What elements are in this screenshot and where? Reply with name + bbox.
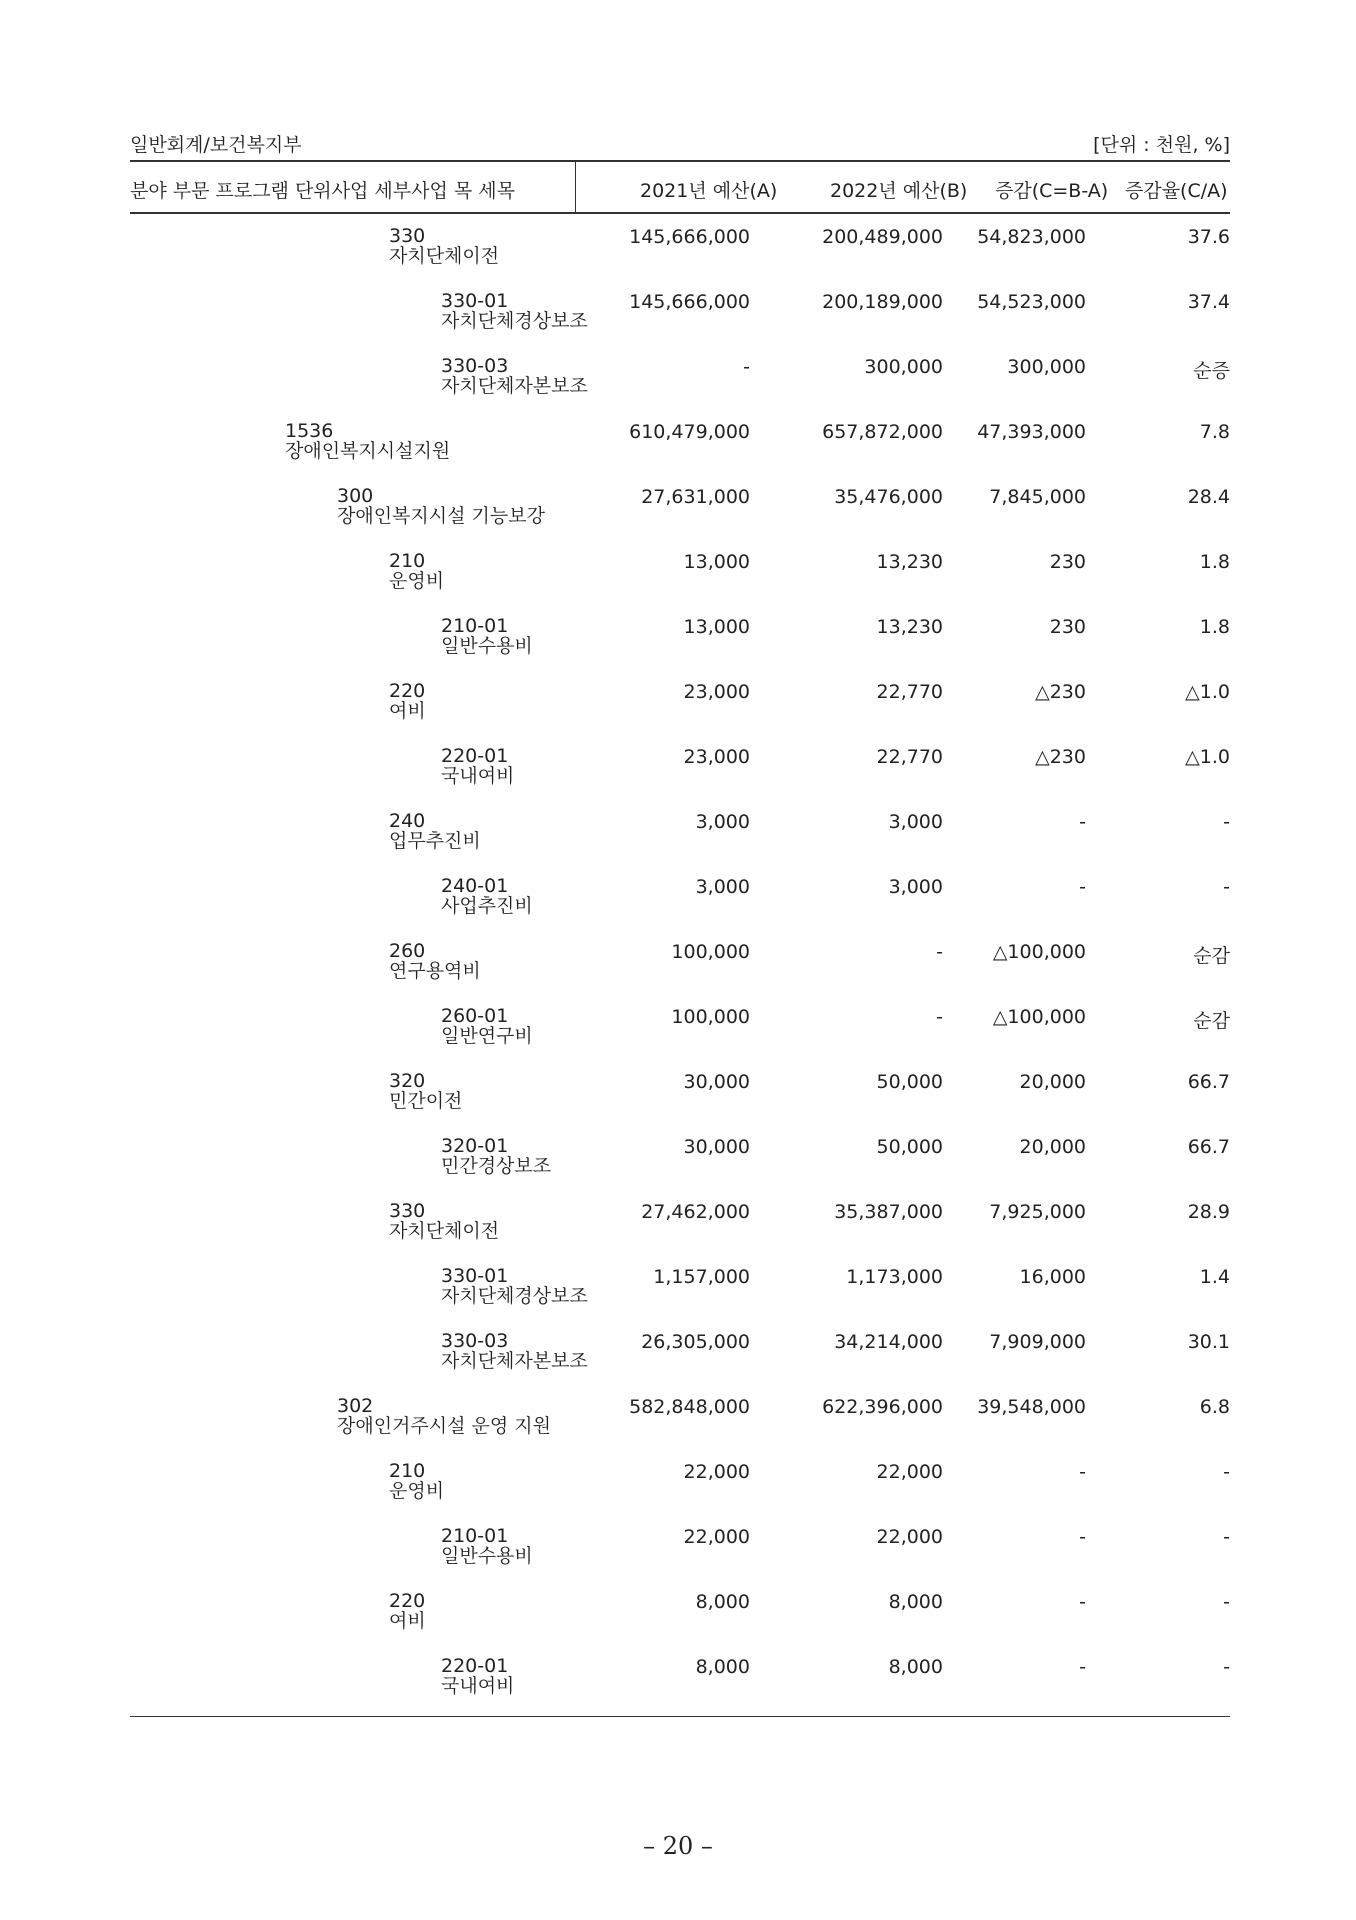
row-label <box>441 616 533 656</box>
header-2021-budget: 2021년 예산(A) <box>640 180 778 202</box>
row-label <box>389 1071 462 1111</box>
row-code: 330-01 <box>441 290 509 312</box>
row-name: 장애인복지시설지원 <box>285 440 451 462</box>
value-rate: 순증 <box>1193 360 1230 382</box>
table-header <box>130 162 1230 212</box>
value-2022: 8,000 <box>888 1656 943 1678</box>
row-label <box>389 1461 444 1501</box>
row-code: 240 <box>389 810 426 832</box>
table-row <box>130 480 1230 545</box>
value-rate: 1.4 <box>1199 1266 1230 1288</box>
row-label <box>389 1201 499 1241</box>
row-code: 320-01 <box>441 1135 509 1157</box>
row-label <box>389 811 481 851</box>
value-rate: - <box>1223 1461 1230 1483</box>
table-row <box>130 1065 1230 1130</box>
value-2022: 22,770 <box>876 746 943 768</box>
row-name: 자치단체이전 <box>389 245 500 267</box>
row-name: 일반수용비 <box>441 1545 533 1567</box>
value-2022: 622,396,000 <box>822 1396 943 1418</box>
value-change: △230 <box>1035 746 1086 768</box>
value-2021: 13,000 <box>683 616 750 638</box>
row-name: 자치단체이전 <box>389 1220 500 1242</box>
value-2022: 35,476,000 <box>834 486 943 508</box>
table-row <box>130 675 1230 740</box>
row-name: 사업추진비 <box>441 895 533 917</box>
row-name: 여비 <box>389 700 426 722</box>
unit-label: [단위 : 천원, %] <box>1093 134 1230 156</box>
row-code: 260 <box>389 940 426 962</box>
row-code: 260-01 <box>441 1005 509 1027</box>
value-change: - <box>1079 1526 1086 1548</box>
value-change: 7,845,000 <box>989 486 1086 508</box>
row-code: 330-03 <box>441 355 509 377</box>
value-rate: 66.7 <box>1187 1071 1230 1093</box>
row-code: 220-01 <box>441 1655 509 1677</box>
value-2022: 50,000 <box>876 1071 943 1093</box>
row-code: 302 <box>337 1395 374 1417</box>
value-2022: 22,000 <box>876 1461 943 1483</box>
table-row <box>130 1000 1230 1065</box>
row-name: 일반연구비 <box>441 1025 533 1047</box>
row-name: 자치단체자본보조 <box>441 1350 588 1372</box>
row-code: 240-01 <box>441 875 509 897</box>
value-change: 54,523,000 <box>977 291 1086 313</box>
value-rate: 7.8 <box>1199 421 1230 443</box>
value-2022: 34,214,000 <box>834 1331 943 1353</box>
value-2022: 657,872,000 <box>822 421 943 443</box>
value-2022: 50,000 <box>876 1136 943 1158</box>
row-name: 운영비 <box>389 1480 445 1502</box>
value-2021: 8,000 <box>695 1656 750 1678</box>
value-2022: - <box>936 1006 943 1028</box>
header-change: 증감(C=B-A) <box>995 180 1109 202</box>
value-change: 47,393,000 <box>977 421 1086 443</box>
value-rate: - <box>1223 1656 1230 1678</box>
value-2021: 30,000 <box>683 1136 750 1158</box>
value-change: 300,000 <box>1007 356 1086 378</box>
row-label <box>441 1656 514 1696</box>
value-change: 20,000 <box>1019 1136 1086 1158</box>
value-2021: 8,000 <box>695 1591 750 1613</box>
budget-table-body <box>130 220 1230 1715</box>
table-row <box>130 1325 1230 1390</box>
value-change: △100,000 <box>992 941 1086 963</box>
value-rate: 6.8 <box>1199 1396 1230 1418</box>
value-2021: 26,305,000 <box>641 1331 750 1353</box>
row-name: 업무추진비 <box>389 830 481 852</box>
row-code: 210 <box>389 1460 426 1482</box>
row-code: 330 <box>389 1200 426 1222</box>
value-2021: 3,000 <box>695 811 750 833</box>
row-name: 자치단체경상보조 <box>441 1285 588 1307</box>
table-row <box>130 350 1230 415</box>
row-code: 1536 <box>285 420 334 442</box>
value-2022: 3,000 <box>888 811 943 833</box>
value-rate: 순감 <box>1193 1010 1230 1032</box>
value-2021: 22,000 <box>683 1461 750 1483</box>
value-2021: 582,848,000 <box>629 1396 750 1418</box>
value-rate: 37.4 <box>1187 291 1230 313</box>
value-change: 7,909,000 <box>989 1331 1086 1353</box>
row-label <box>337 486 545 526</box>
value-2022: 8,000 <box>888 1591 943 1613</box>
value-rate: 28.9 <box>1187 1201 1230 1223</box>
value-2021: 27,631,000 <box>641 486 750 508</box>
account-label: 일반회계/보건복지부 <box>130 134 302 156</box>
value-2021: 22,000 <box>683 1526 750 1548</box>
table-row <box>130 1195 1230 1260</box>
value-change: △230 <box>1035 681 1086 703</box>
row-label <box>441 746 514 786</box>
row-label <box>441 1526 533 1566</box>
value-rate: 37.6 <box>1187 226 1230 248</box>
row-code: 220 <box>389 1590 426 1612</box>
header-change-rate: 증감율(C/A) <box>1125 180 1228 202</box>
table-row <box>130 1455 1230 1520</box>
value-change: - <box>1079 876 1086 898</box>
row-code: 300 <box>337 485 374 507</box>
table-row <box>130 415 1230 480</box>
row-name: 여비 <box>389 1610 426 1632</box>
row-name: 연구용역비 <box>389 960 481 982</box>
row-label <box>441 1331 588 1371</box>
row-label <box>389 551 444 591</box>
value-2022: 22,000 <box>876 1526 943 1548</box>
value-change: - <box>1079 811 1086 833</box>
value-change: 54,823,000 <box>977 226 1086 248</box>
value-2022: 35,387,000 <box>834 1201 943 1223</box>
value-rate: 28.4 <box>1187 486 1230 508</box>
value-2021: 100,000 <box>671 941 750 963</box>
table-row <box>130 935 1230 1000</box>
row-name: 민간경상보조 <box>441 1155 552 1177</box>
row-label <box>441 1006 533 1046</box>
table-row <box>130 740 1230 805</box>
row-label <box>285 421 450 461</box>
row-name: 민간이전 <box>389 1090 463 1112</box>
table-row <box>130 285 1230 350</box>
value-change: 230 <box>1049 616 1086 638</box>
row-code: 210-01 <box>441 1525 509 1547</box>
row-label <box>441 356 588 396</box>
value-2021: 1,157,000 <box>653 1266 750 1288</box>
row-label <box>441 291 588 331</box>
value-change: 16,000 <box>1019 1266 1086 1288</box>
row-code: 330-03 <box>441 1330 509 1352</box>
row-name: 자치단체경상보조 <box>441 310 588 332</box>
row-label <box>389 941 481 981</box>
table-row <box>130 545 1230 610</box>
table-row <box>130 1585 1230 1650</box>
value-2021: - <box>743 356 750 378</box>
table-row <box>130 1260 1230 1325</box>
row-label <box>441 876 533 916</box>
value-rate: - <box>1223 876 1230 898</box>
value-change: 230 <box>1049 551 1086 573</box>
value-rate: - <box>1223 1526 1230 1548</box>
row-code: 220 <box>389 680 426 702</box>
value-rate: 1.8 <box>1199 551 1230 573</box>
value-2021: 145,666,000 <box>629 226 750 248</box>
row-label <box>389 681 426 721</box>
value-2021: 30,000 <box>683 1071 750 1093</box>
row-code: 220-01 <box>441 745 509 767</box>
table-row <box>130 870 1230 935</box>
header-category: 분야 부문 프로그램 단위사업 세부사업 목 세목 <box>130 180 515 202</box>
value-2022: 3,000 <box>888 876 943 898</box>
value-2021: 145,666,000 <box>629 291 750 313</box>
value-2022: 1,173,000 <box>846 1266 943 1288</box>
table-row <box>130 610 1230 675</box>
row-name: 운영비 <box>389 570 445 592</box>
value-change: 39,548,000 <box>977 1396 1086 1418</box>
value-change: - <box>1079 1461 1086 1483</box>
row-label <box>389 226 499 266</box>
value-change: 20,000 <box>1019 1071 1086 1093</box>
value-2022: 13,230 <box>876 616 943 638</box>
value-2021: 610,479,000 <box>629 421 750 443</box>
row-name: 장애인복지시설 기능보강 <box>337 505 545 527</box>
row-name: 자치단체자본보조 <box>441 375 588 397</box>
value-rate: 1.8 <box>1199 616 1230 638</box>
row-name: 국내여비 <box>441 765 515 787</box>
value-2022: 300,000 <box>864 356 943 378</box>
row-label <box>441 1266 588 1306</box>
value-2022: 13,230 <box>876 551 943 573</box>
row-code: 210-01 <box>441 615 509 637</box>
row-code: 210 <box>389 550 426 572</box>
value-rate: - <box>1223 1591 1230 1613</box>
table-bottom-rule <box>130 1716 1230 1717</box>
value-rate: 66.7 <box>1187 1136 1230 1158</box>
value-2022: - <box>936 941 943 963</box>
value-rate: - <box>1223 811 1230 833</box>
table-row <box>130 1650 1230 1715</box>
row-name: 일반수용비 <box>441 635 533 657</box>
value-change: 7,925,000 <box>989 1201 1086 1223</box>
table-row <box>130 220 1230 285</box>
value-rate: 순감 <box>1193 945 1230 967</box>
row-code: 320 <box>389 1070 426 1092</box>
value-rate: △1.0 <box>1185 746 1230 768</box>
row-name: 장애인거주시설 운영 지원 <box>337 1415 551 1437</box>
value-change: △100,000 <box>992 1006 1086 1028</box>
row-label <box>441 1136 551 1176</box>
table-header-rule <box>130 212 1230 214</box>
value-rate: 30.1 <box>1187 1331 1230 1353</box>
row-label <box>337 1396 551 1436</box>
value-2021: 23,000 <box>683 746 750 768</box>
page-number: – 20 – <box>643 1832 713 1860</box>
value-2021: 13,000 <box>683 551 750 573</box>
table-row <box>130 1130 1230 1195</box>
value-change: - <box>1079 1656 1086 1678</box>
row-name: 국내여비 <box>441 1675 515 1697</box>
value-change: - <box>1079 1591 1086 1613</box>
value-2022: 200,189,000 <box>822 291 943 313</box>
row-code: 330-01 <box>441 1265 509 1287</box>
table-row <box>130 1520 1230 1585</box>
value-2021: 3,000 <box>695 876 750 898</box>
row-label <box>389 1591 426 1631</box>
header-separator <box>575 162 576 212</box>
value-2021: 27,462,000 <box>641 1201 750 1223</box>
value-2021: 100,000 <box>671 1006 750 1028</box>
header-2022-budget: 2022년 예산(B) <box>830 180 968 202</box>
table-row <box>130 1390 1230 1455</box>
value-2021: 23,000 <box>683 681 750 703</box>
table-row <box>130 805 1230 870</box>
row-code: 330 <box>389 225 426 247</box>
value-2022: 200,489,000 <box>822 226 943 248</box>
value-rate: △1.0 <box>1185 681 1230 703</box>
value-2022: 22,770 <box>876 681 943 703</box>
